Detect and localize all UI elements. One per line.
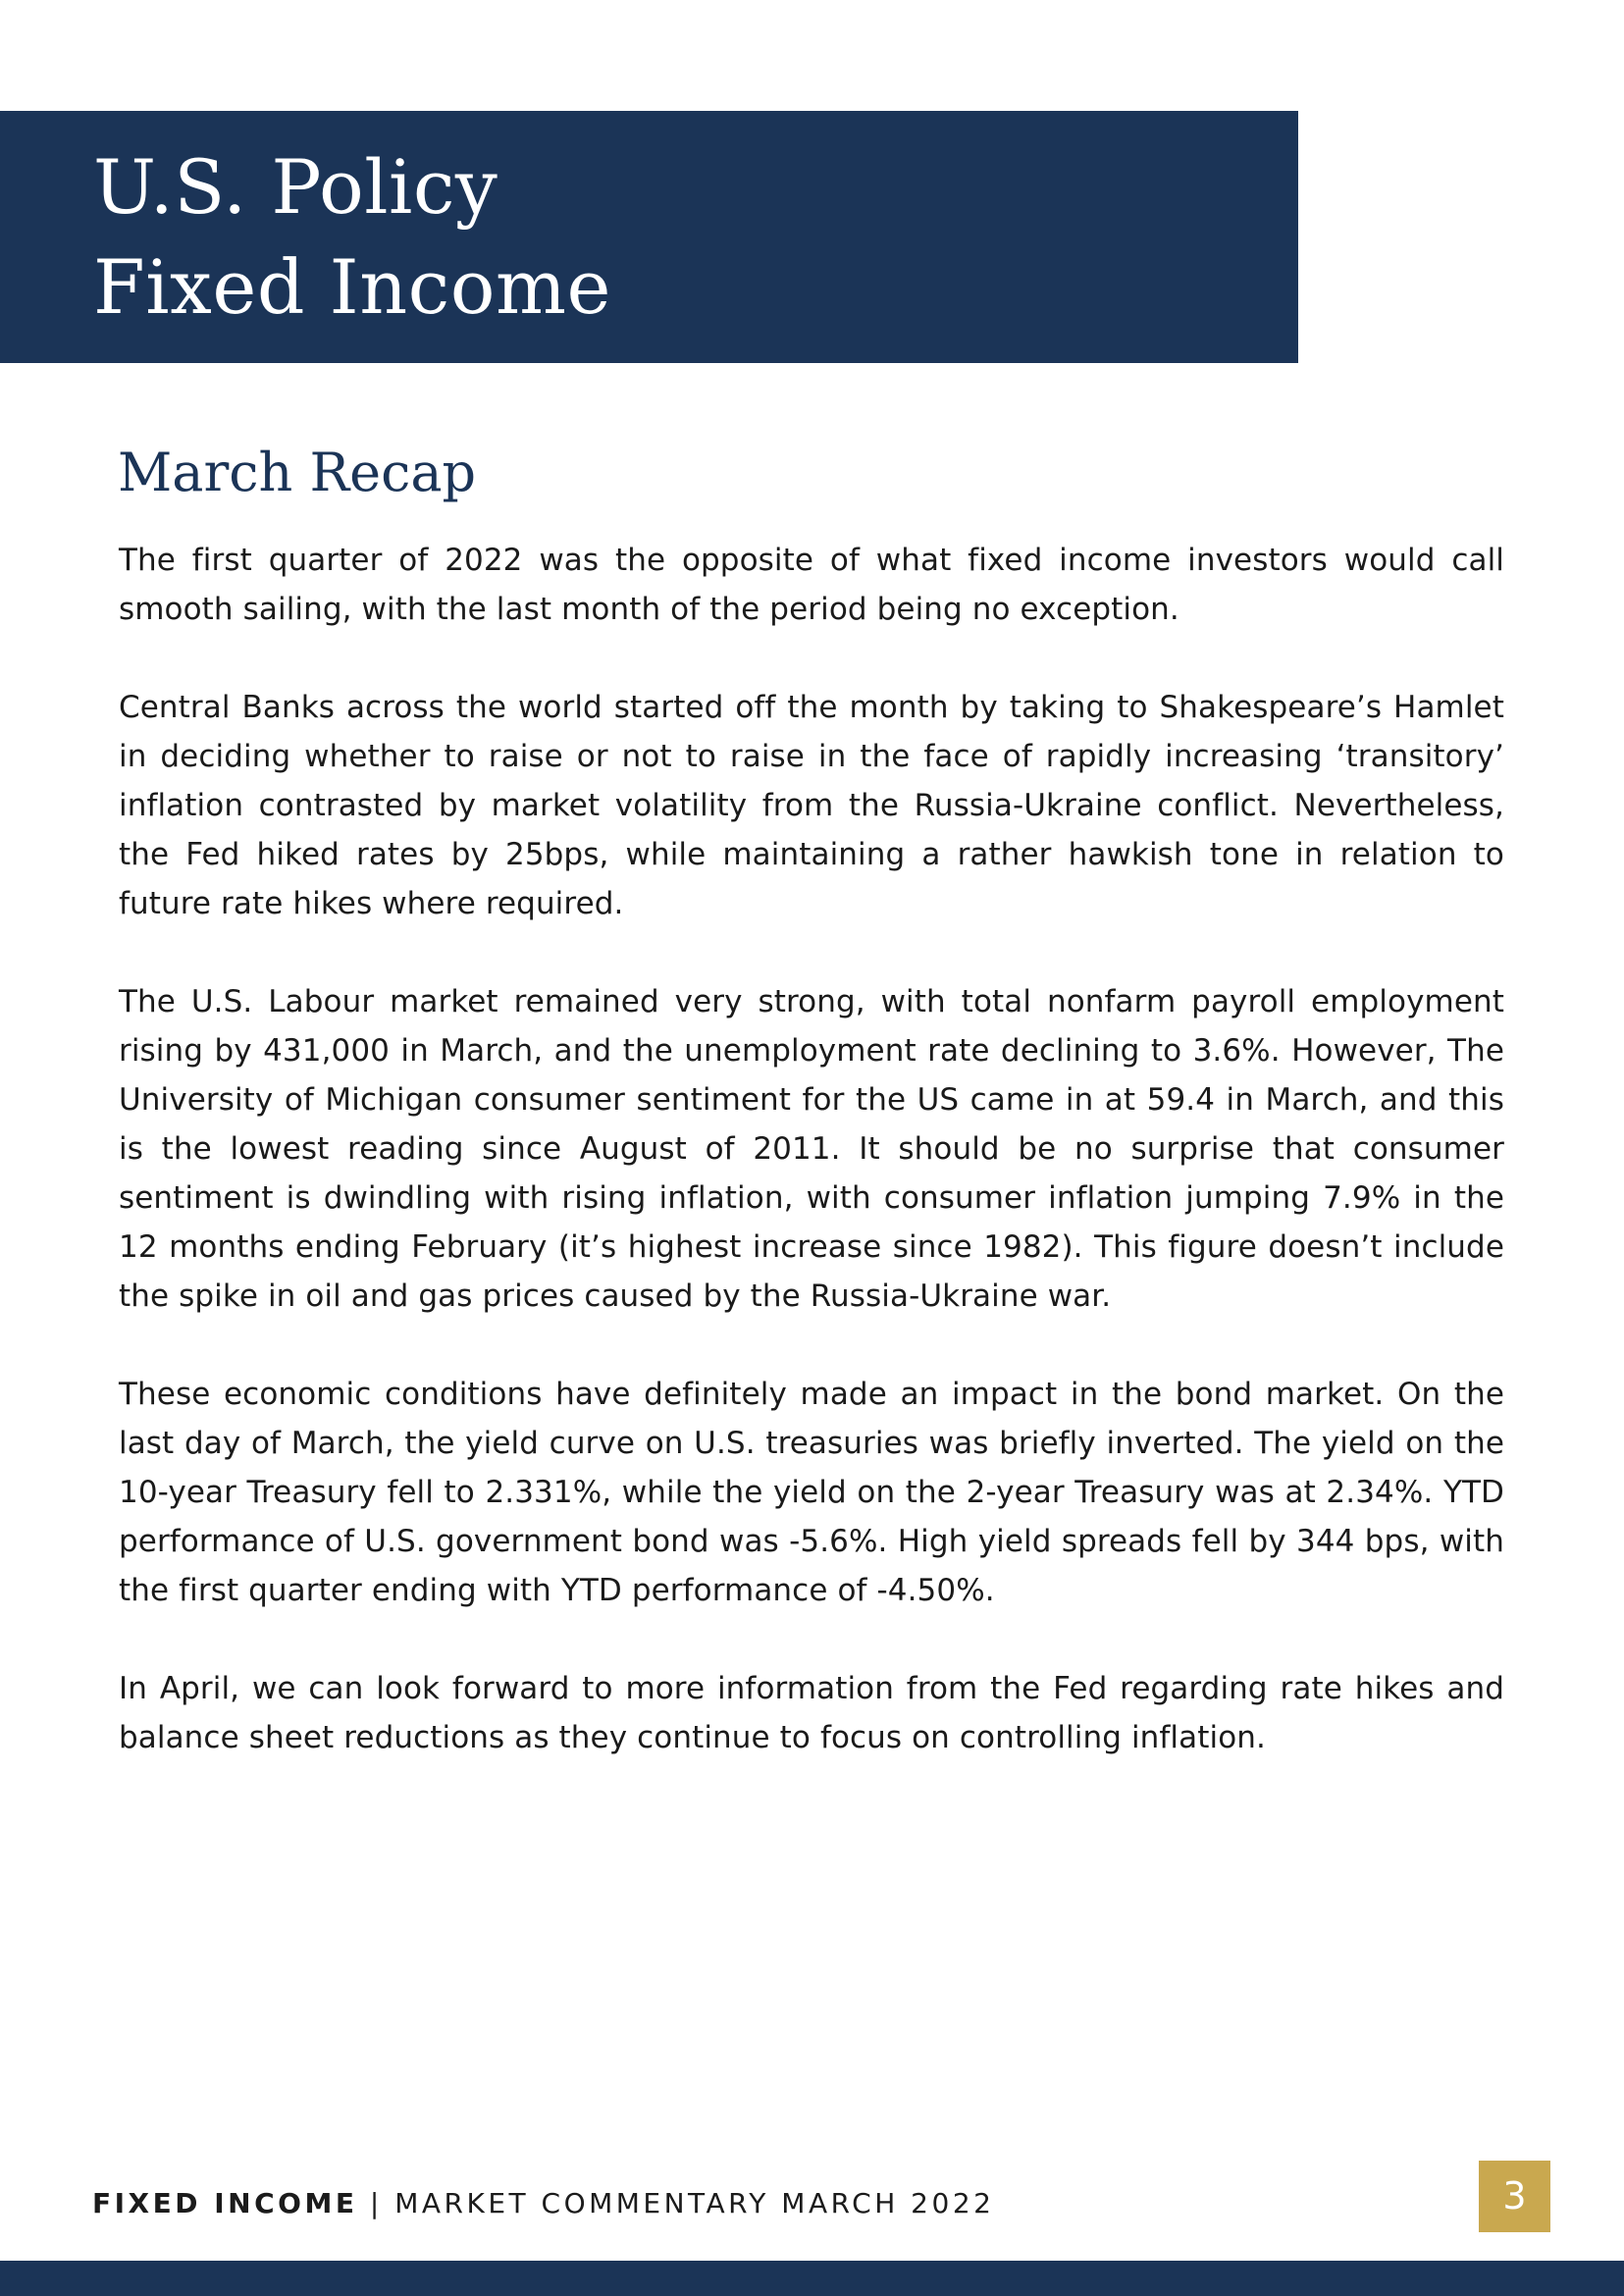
page-title [93,137,611,338]
paragraph-1: The first quarter of 2022 was the opposite of what fixed income investors would call smooth sailing, with the last month of the period being no exception. [119,543,1504,627]
section-heading: March Recap [118,442,477,503]
page-title-line-2: Fixed Income [93,243,612,331]
page-number-badge: 3 [1479,2161,1550,2232]
footer-bar [0,2261,1624,2296]
paragraph-3: The U.S. Labour market remained very strong, with total nonfarm payroll employment rising by 431,000 in March, and the unemployment rate declining to 3.6%. However, The University of Michigan consumer sentiment for the US came in at 59.4 in March, and this is the lowest reading since August of 2011. It should be no surprise that consumer sentiment is dwindling with rising inflation, with consumer inflation jumping 7.9% in the 12 months ending February (it’s highest increase since 1982). This figure doesn’t include the spike in oil and gas prices caused by the Russia-Ukraine war. [119,984,1504,1314]
footer-publication: MARKET COMMENTARY MARCH 2022 [394,2187,995,2219]
footer-section-name: FIXED INCOME [92,2187,358,2219]
footer-label [92,2184,994,2223]
paragraph-2: Central Banks across the world started off the month by taking to Shakespeare’s Hamlet in deciding whether to raise or not to raise in the face of rapidly increasing ‘transitory’ inflation contrasted by market volatility from the Russia-Ukraine conflict. Nevertheless, the Fed hiked rates by 25bps, while maintaining a rather hawkish tone in relation to future rate hikes where required. [119,690,1504,921]
paragraph-5: In April, we can look forward to more information from the Fed regarding rate hikes and balance sheet reductions as they continue to focus on controlling inflation. [119,1671,1504,1755]
page-title-line-1: U.S. Policy [93,143,498,231]
paragraph-4: These economic conditions have definitely made an impact in the bond market. On the last day of March, the yield curve on U.S. treasuries was briefly inverted. The yield on the 10-year Treasury fell to 2.331%, while the yield on the 2-year Treasury was at 2.34%. YTD performance of U.S. government bond was -5.6%. High yield spreads fell by 344 bps, with the first quarter ending with YTD performance of -4.50%. [119,1377,1504,1608]
article-body [119,536,1504,1811]
footer-separator: | [357,2187,395,2219]
